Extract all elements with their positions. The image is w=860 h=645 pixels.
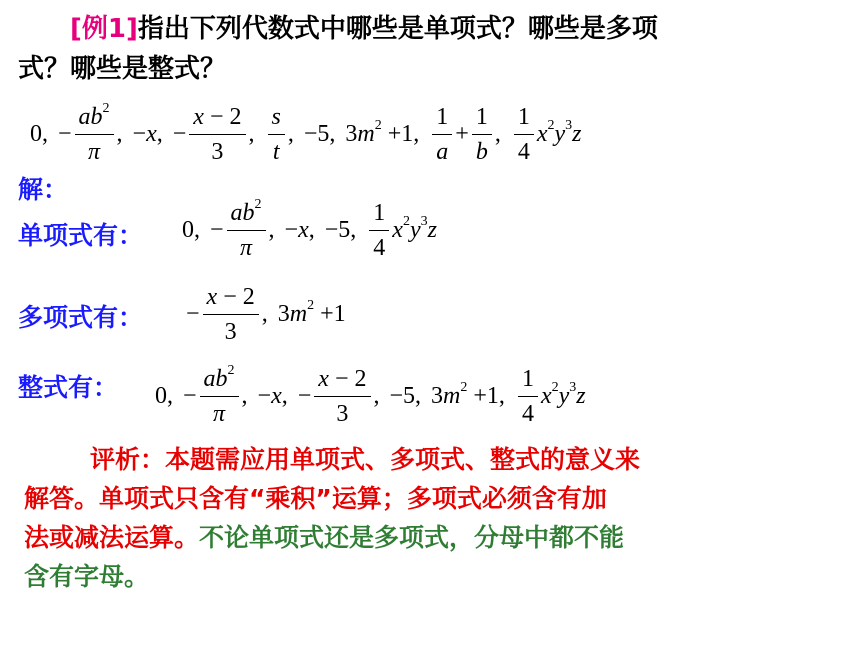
question-line-1: [例1]指出下列代数式中哪些是单项式？哪些是多项 (70, 14, 658, 44)
polynomial-expressions: − $\frac{x - 2}{3}$ , $3m^2 +1$ (186, 284, 346, 345)
example-tag: [例1] (70, 14, 138, 44)
question-line-2: 式？哪些是整式？ (18, 54, 227, 84)
analysis-line-2: 解答。单项式只含有“乘积”运算；多项式必须含有加 (24, 484, 607, 513)
monomial-label: 单项式有： (18, 221, 144, 250)
integral-label: 整式有： (18, 373, 119, 402)
solution-label: 解： (18, 175, 69, 204)
analysis-line-3: 法或减法运算。不论单项式还是多项式，分母中都不能 (24, 523, 625, 552)
polynomial-label: 多项式有： (18, 303, 144, 332)
expression-list: 0, − $\frac{ab^2}{\pi}$ , −x, − $\frac{x - 2}{3}$ , $\frac{s}{t}$ , −5, $3m^2 +1$, $\frac{1}{a}$ + $\frac{1}{b}$ , $\frac{1}{4}$ $x^2y^3z$ (30, 101, 582, 165)
integral-expressions: 0, − $\frac{ab^2}{\pi}$ , −x, − $\frac{x - 2}{3}$ , −5, $3m^2 +1$, $\frac{1}{4}$ $x^2y^3z$ (155, 363, 586, 427)
analysis-block (24, 440, 854, 596)
analysis-line-4: 含有字母。 (24, 562, 150, 591)
monomial-expressions: 0, − $\frac{ab^2}{\pi}$ , −x, −5, $\frac{1}{4}$ $x^2y^3z$ (182, 197, 437, 261)
analysis-line-1: 评析：本题需应用单项式、多项式、整式的意义来 (90, 445, 641, 474)
